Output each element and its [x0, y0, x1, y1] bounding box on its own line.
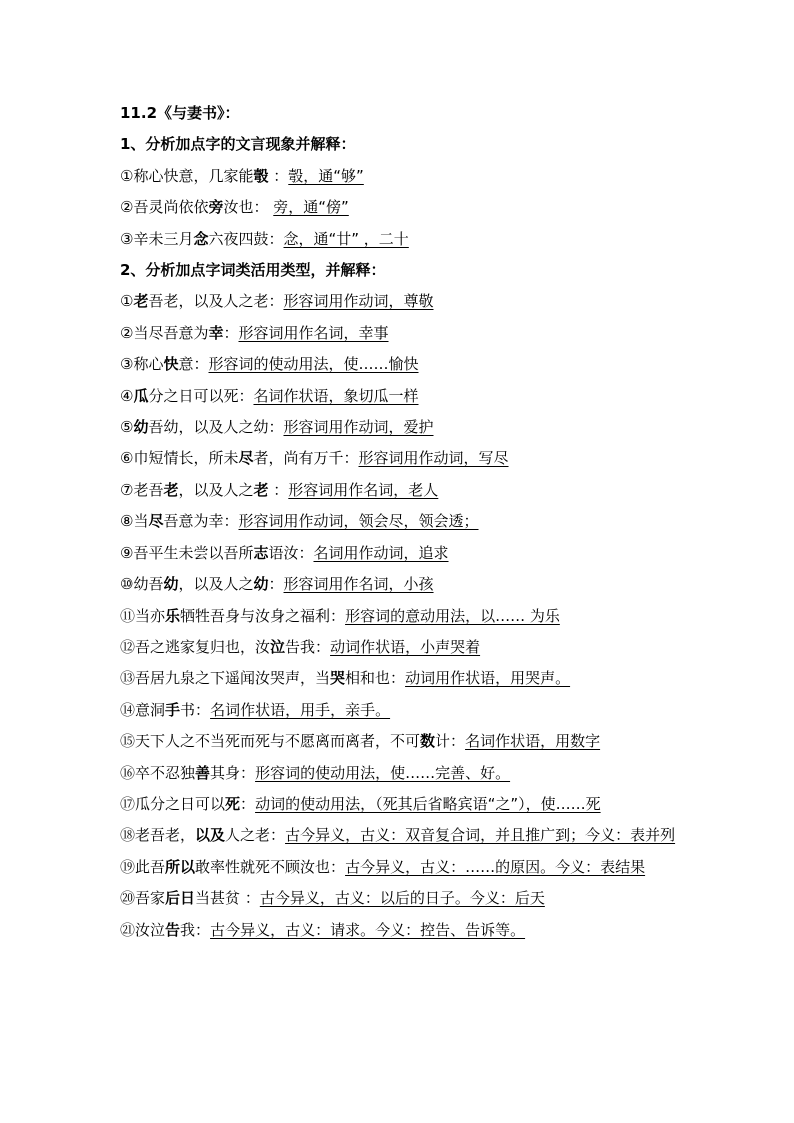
item-text: 相和也： [345, 669, 406, 688]
item-key-char: 尽 [148, 512, 164, 531]
item-answer: 形容词用作名词，幸事 [238, 323, 389, 342]
list-item [120, 632, 700, 663]
item-key-char: 幸 [208, 323, 224, 342]
item-key-char: 瓜 [133, 386, 149, 405]
list-item [120, 883, 700, 914]
item-text: 称心 [133, 355, 164, 374]
item-text: 其身： [210, 763, 256, 782]
item-text: ，以及人之 [178, 575, 254, 594]
document-title: 11.2《与妻书》： [120, 104, 240, 122]
list-item [120, 820, 700, 851]
item-number: ⑲ [120, 857, 136, 876]
item-number: ⑱ [120, 826, 136, 845]
item-answer: 动词的使动用法，（死其后省略宾语“之”），使……死 [255, 794, 601, 813]
item-number: ⑨ [120, 543, 134, 562]
item-key-char: 快 [163, 355, 179, 374]
item-text: 吾家 [135, 889, 166, 908]
item-answer: 形容词用作动词，领会尽，领会透； [238, 512, 479, 531]
item-answer: 古今异义，古义：……的原因。今义：表结果 [345, 857, 646, 876]
item-number: ③ [120, 229, 134, 248]
item-answer: 名词作状语，象切瓜一样 [253, 386, 419, 405]
item-key-char: 告 [165, 920, 181, 939]
item-text: 人之老： [225, 826, 286, 845]
item-key-char: 幼 [163, 575, 179, 594]
item-key-char: 幼 [253, 575, 269, 594]
item-text: 牺牲吾身与汝身之福利： [180, 606, 346, 625]
item-answer: 形容词用作名词，小孩 [283, 575, 434, 594]
list-item [120, 758, 700, 789]
item-text: 告我： [285, 637, 331, 656]
item-text: 吾意为幸： [163, 512, 239, 531]
item-answer: 形容词用作动词，爱护 [283, 418, 434, 437]
item-text: 当尽吾意为 [133, 323, 209, 342]
item-text: 汝也： [223, 198, 274, 217]
item-number: ① [120, 166, 134, 185]
section2-list [120, 286, 700, 946]
item-number: ⑮ [120, 732, 136, 751]
item-text: ： [268, 166, 289, 185]
item-text: ： [268, 575, 284, 594]
list-item [120, 381, 700, 412]
item-answer: 古今异义，古义：以后的日子。今义：后天 [259, 889, 545, 908]
document-page [120, 98, 700, 946]
item-answer: 形容词用作动词，写尽 [358, 449, 509, 468]
item-text: 吾灵尚依依 [133, 198, 209, 217]
item-answer: 形容词用作名词，老人 [288, 480, 439, 499]
item-key-char: 手 [165, 700, 181, 719]
item-key-char: 乐 [165, 606, 181, 625]
item-key-char: 后日 [165, 889, 196, 908]
item-key-char: 老 [133, 292, 149, 311]
item-key-char: 善 [195, 763, 211, 782]
item-number: ⑦ [120, 480, 134, 499]
list-item [120, 286, 700, 317]
list-item [120, 443, 700, 474]
item-number: ③ [120, 355, 134, 374]
list-item [120, 538, 700, 569]
item-number: ⑬ [120, 669, 136, 688]
list-item [120, 569, 700, 600]
item-text: 此吾 [135, 857, 166, 876]
item-text: 意洞 [135, 700, 166, 719]
item-text: 老吾老， [135, 826, 196, 845]
item-answer: 古今异义，古义：请求。今义：控告、告诉等。 [210, 920, 526, 939]
item-text: 当亦 [135, 606, 166, 625]
item-text: 吾老，以及人之老： [148, 292, 284, 311]
item-text: 老吾 [133, 480, 164, 499]
list-item [120, 601, 700, 632]
item-text: 计： [435, 732, 466, 751]
item-key-char: 尽 [238, 449, 254, 468]
item-text: 吾居九泉之下遥闻汝哭声，当 [135, 669, 331, 688]
item-number: ⑰ [120, 794, 136, 813]
item-text: 幼吾 [133, 575, 164, 594]
item-text: 分之日可以死： [148, 386, 254, 405]
item-number: ㉑ [120, 920, 136, 939]
list-item [120, 852, 700, 883]
item-answer: 古今异义，古义：双音复合词，并且推广到；今义：表并列 [285, 826, 676, 845]
list-item [120, 412, 700, 443]
item-answer: 念，通“廿” ，二十 [283, 229, 409, 248]
item-number: ⑫ [120, 637, 136, 656]
item-number: ⑯ [120, 763, 136, 782]
item-key-char: 老 [253, 480, 269, 499]
item-key-char: 旁 [208, 198, 224, 217]
item-text: ： [223, 323, 239, 342]
item-answer: 动词作状语，小声哭着 [330, 637, 481, 656]
item-text: 卒不忍独 [135, 763, 196, 782]
item-key-char: 彀 [253, 166, 269, 185]
item-text: 语汝： [268, 543, 314, 562]
item-text: 当甚贫 ： [195, 889, 260, 908]
item-text: 敢率性就死不顾汝也： [195, 857, 346, 876]
list-item [120, 349, 700, 380]
item-text: 书： [180, 700, 211, 719]
item-number: ⑳ [120, 889, 136, 908]
item-text: 辛未三月 [133, 229, 194, 248]
item-number: ④ [120, 386, 134, 405]
item-key-char: 数 [420, 732, 436, 751]
section1-list [120, 161, 700, 255]
item-key-char: 幼 [133, 418, 149, 437]
item-answer: 形容词的使动用法，使……愉快 [208, 355, 419, 374]
item-answer: 动词用作状语，用哭声。 [405, 669, 571, 688]
item-number: ② [120, 323, 134, 342]
item-number: ⑥ [120, 449, 134, 468]
item-answer: 名词作状语，用手，亲手。 [210, 700, 391, 719]
item-text: 巾短情长，所未 [133, 449, 239, 468]
item-answer: 名词作状语，用数字 [465, 732, 601, 751]
item-number: ⑭ [120, 700, 136, 719]
item-answer: 旁，通“傍” [273, 198, 349, 217]
list-item [120, 506, 700, 537]
item-key-char: 死 [225, 794, 241, 813]
item-number: ⑪ [120, 606, 136, 625]
list-item [120, 224, 700, 255]
item-text: 当 [133, 512, 149, 531]
item-text: 称心快意，几家能 [133, 166, 254, 185]
item-text: 汝泣 [135, 920, 166, 939]
item-answer: 形容词的使动用法，使……完善、好。 [255, 763, 511, 782]
item-text: ，以及人之 [178, 480, 254, 499]
item-number: ⑧ [120, 512, 134, 531]
section2-heading: 2、分析加点字词类活用类型，并解释： [120, 261, 386, 280]
item-text: ： [268, 480, 289, 499]
item-key-char: 哭 [330, 669, 346, 688]
item-text: 六夜四鼓： [208, 229, 284, 248]
list-item [120, 161, 700, 192]
list-item [120, 726, 700, 757]
item-key-char: 老 [163, 480, 179, 499]
item-text: 意： [178, 355, 209, 374]
item-text: 吾平生未尝以吾所 [133, 543, 254, 562]
item-number: ⑤ [120, 418, 134, 437]
section1-heading: 1、分析加点字的文言现象并解释： [120, 135, 356, 154]
item-number: ⑩ [120, 575, 134, 594]
item-key-char: 所以 [165, 857, 196, 876]
item-answer: 彀，通“够” [288, 166, 364, 185]
item-text: ： [240, 794, 256, 813]
item-text: 瓜分之日可以 [135, 794, 226, 813]
item-number: ② [120, 198, 134, 217]
list-item [120, 915, 700, 946]
item-text: 者，尚有万千： [253, 449, 359, 468]
item-text: 吾幼，以及人之幼： [148, 418, 284, 437]
item-key-char: 以及 [195, 826, 226, 845]
list-item [120, 192, 700, 223]
item-key-char: 志 [253, 543, 269, 562]
item-number: ① [120, 292, 134, 311]
item-text: 吾之逃家复归也，汝 [135, 637, 271, 656]
item-text: 我： [180, 920, 211, 939]
item-answer: 形容词用作动词，尊敬 [283, 292, 434, 311]
item-key-char: 泣 [270, 637, 286, 656]
list-item [120, 318, 700, 349]
list-item [120, 695, 700, 726]
list-item [120, 789, 700, 820]
list-item [120, 663, 700, 694]
list-item [120, 475, 700, 506]
item-text: 天下人之不当死而死与不愿离而离者，不可 [135, 732, 421, 751]
item-answer: 形容词的意动用法，以…… 为乐 [345, 606, 560, 625]
item-answer: 名词用作动词，追求 [313, 543, 449, 562]
item-key-char: 念 [193, 229, 209, 248]
